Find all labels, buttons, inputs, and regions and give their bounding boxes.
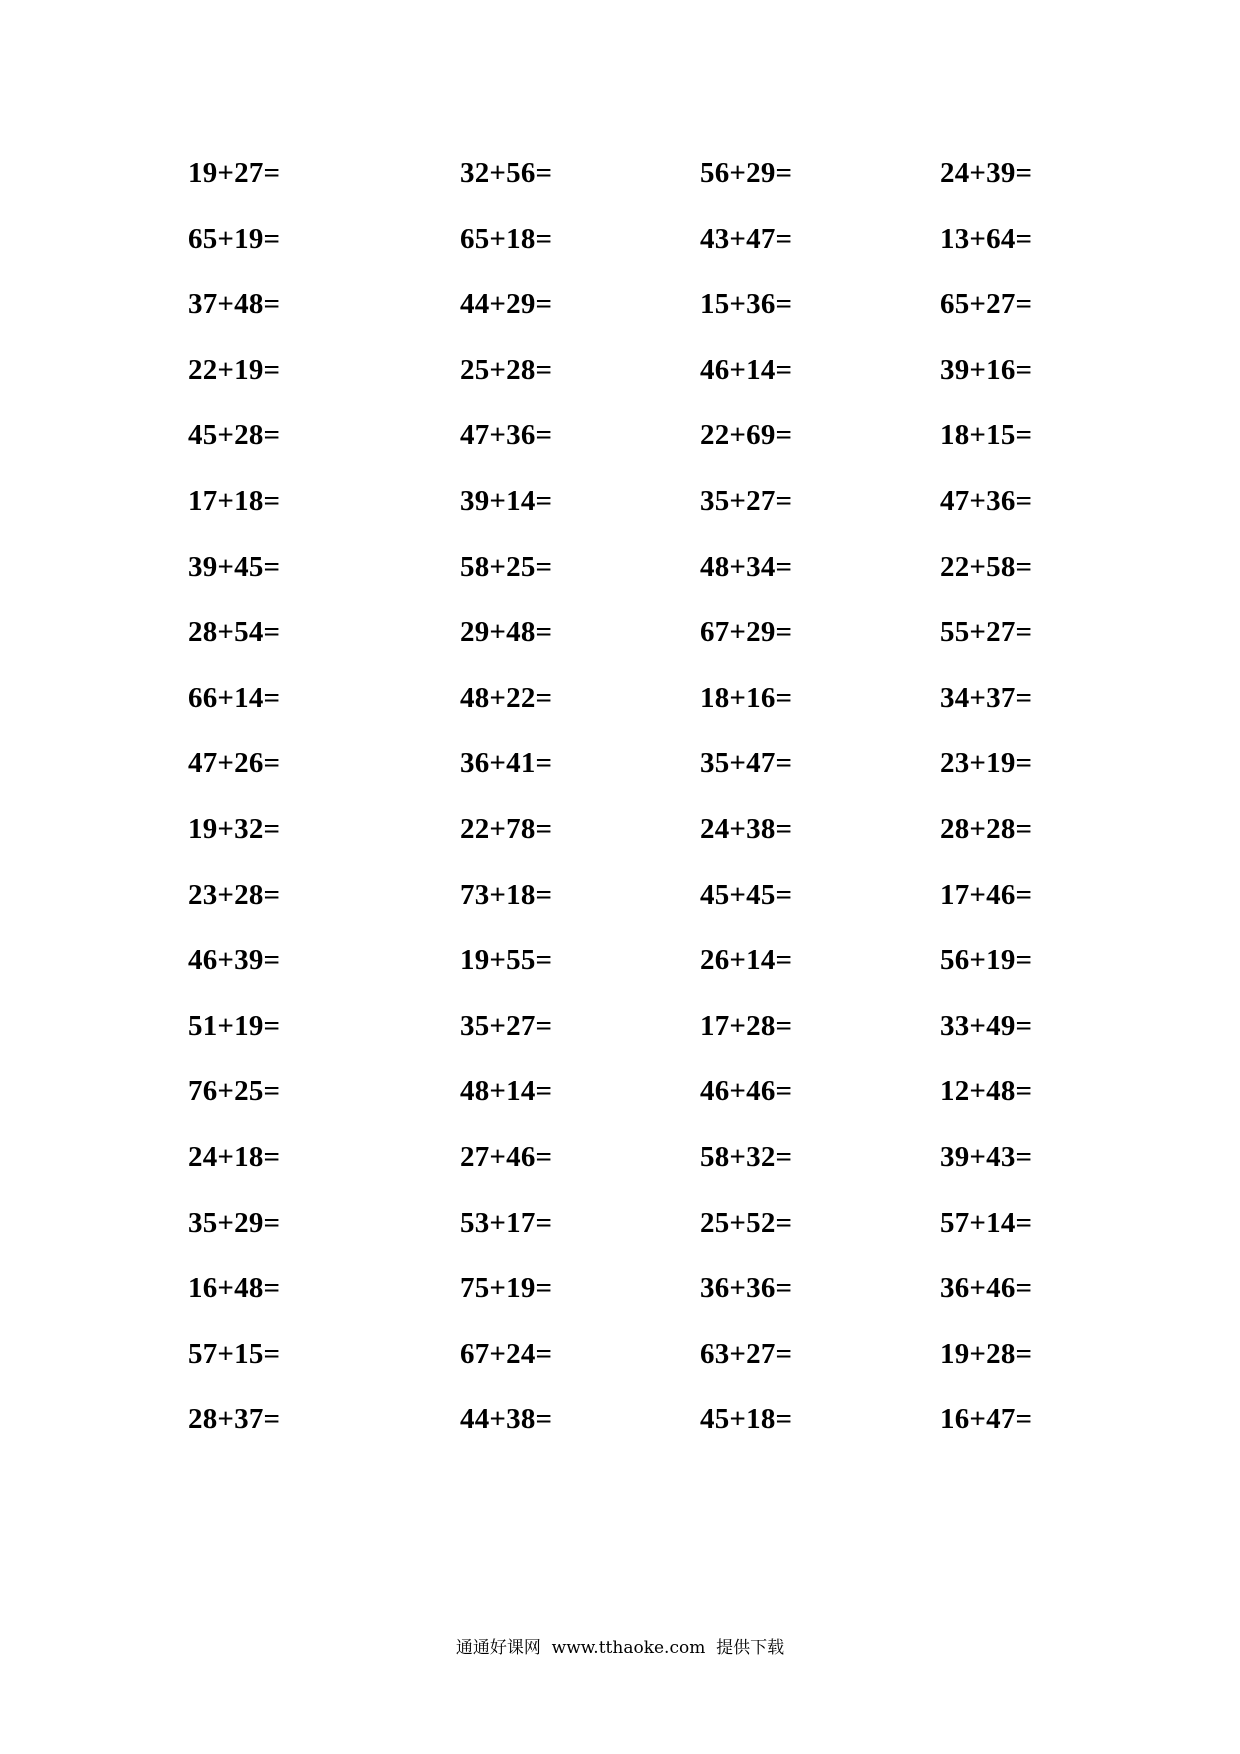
addition-problem: 39+14= (460, 484, 553, 517)
addition-problem: 12+48= (940, 1075, 1033, 1108)
addition-problem: 28+28= (940, 812, 1033, 845)
addition-problem: 47+36= (940, 484, 1033, 517)
addition-problem-grid (188, 157, 1088, 1472)
addition-problem: 53+17= (460, 1206, 553, 1239)
addition-problem: 45+45= (700, 878, 793, 911)
addition-problem: 29+48= (460, 616, 553, 649)
addition-problem: 46+14= (700, 353, 793, 386)
addition-problem: 22+58= (940, 550, 1033, 583)
addition-problem: 18+16= (700, 681, 793, 714)
addition-problem: 47+26= (188, 747, 281, 780)
addition-problem: 33+49= (940, 1009, 1033, 1042)
addition-problem: 39+43= (940, 1140, 1033, 1173)
addition-problem: 24+38= (700, 812, 793, 845)
addition-problem: 46+39= (188, 944, 281, 977)
addition-problem: 17+28= (700, 1009, 793, 1042)
addition-problem: 13+64= (940, 222, 1033, 255)
addition-problem: 46+46= (700, 1075, 793, 1108)
addition-problem: 44+38= (460, 1403, 553, 1436)
addition-problem: 73+18= (460, 878, 553, 911)
addition-problem: 43+47= (700, 222, 793, 255)
addition-problem: 28+54= (188, 616, 281, 649)
addition-problem: 45+28= (188, 419, 281, 452)
addition-problem: 18+15= (940, 419, 1033, 452)
addition-problem: 19+32= (188, 812, 281, 845)
addition-problem: 28+37= (188, 1403, 281, 1436)
addition-problem: 24+18= (188, 1140, 281, 1173)
addition-problem: 36+36= (700, 1272, 793, 1305)
addition-problem: 39+45= (188, 550, 281, 583)
addition-problem: 25+52= (700, 1206, 793, 1239)
addition-problem: 65+27= (940, 288, 1033, 321)
addition-problem: 66+14= (188, 681, 281, 714)
addition-problem: 39+16= (940, 353, 1033, 386)
addition-problem: 17+46= (940, 878, 1033, 911)
addition-problem: 36+46= (940, 1272, 1033, 1305)
addition-problem: 45+18= (700, 1403, 793, 1436)
addition-problem: 22+19= (188, 353, 281, 386)
addition-problem: 37+48= (188, 288, 281, 321)
addition-problem: 23+28= (188, 878, 281, 911)
addition-problem: 16+48= (188, 1272, 281, 1305)
addition-problem: 24+39= (940, 157, 1033, 189)
addition-problem: 16+47= (940, 1403, 1033, 1436)
addition-problem: 19+28= (940, 1337, 1033, 1370)
addition-problem: 23+19= (940, 747, 1033, 780)
addition-problem: 56+19= (940, 944, 1033, 977)
addition-problem: 65+19= (188, 222, 281, 255)
addition-problem: 17+18= (188, 484, 281, 517)
addition-problem: 35+27= (460, 1009, 553, 1042)
addition-problem: 35+27= (700, 484, 793, 517)
addition-problem: 75+19= (460, 1272, 553, 1305)
addition-problem: 34+37= (940, 681, 1033, 714)
addition-problem: 58+25= (460, 550, 553, 583)
addition-problem: 51+19= (188, 1009, 281, 1042)
footer-credit: 通通好课网 www.tthaoke.com 提供下载 (455, 1638, 785, 1658)
addition-problem: 36+41= (460, 747, 553, 780)
addition-problem: 67+29= (700, 616, 793, 649)
addition-problem: 63+27= (700, 1337, 793, 1370)
addition-problem: 56+29= (700, 157, 793, 189)
addition-problem: 48+34= (700, 550, 793, 583)
addition-problem: 19+27= (188, 157, 281, 189)
addition-problem: 32+56= (460, 157, 553, 189)
addition-problem: 57+14= (940, 1206, 1033, 1239)
addition-problem: 25+28= (460, 353, 553, 386)
addition-problem: 48+22= (460, 681, 553, 714)
addition-problem: 27+46= (460, 1140, 553, 1173)
addition-problem: 65+18= (460, 222, 553, 255)
addition-problem: 22+69= (700, 419, 793, 452)
addition-problem: 47+36= (460, 419, 553, 452)
addition-problem: 44+29= (460, 288, 553, 321)
addition-problem: 76+25= (188, 1075, 281, 1108)
addition-problem: 35+47= (700, 747, 793, 780)
addition-problem: 15+36= (700, 288, 793, 321)
addition-problem: 35+29= (188, 1206, 281, 1239)
addition-problem: 58+32= (700, 1140, 793, 1173)
addition-problem: 67+24= (460, 1337, 553, 1370)
addition-problem: 57+15= (188, 1337, 281, 1370)
addition-problem: 26+14= (700, 944, 793, 977)
addition-problem: 48+14= (460, 1075, 553, 1108)
addition-problem: 55+27= (940, 616, 1033, 649)
addition-problem: 22+78= (460, 812, 553, 845)
addition-problem: 19+55= (460, 944, 553, 977)
